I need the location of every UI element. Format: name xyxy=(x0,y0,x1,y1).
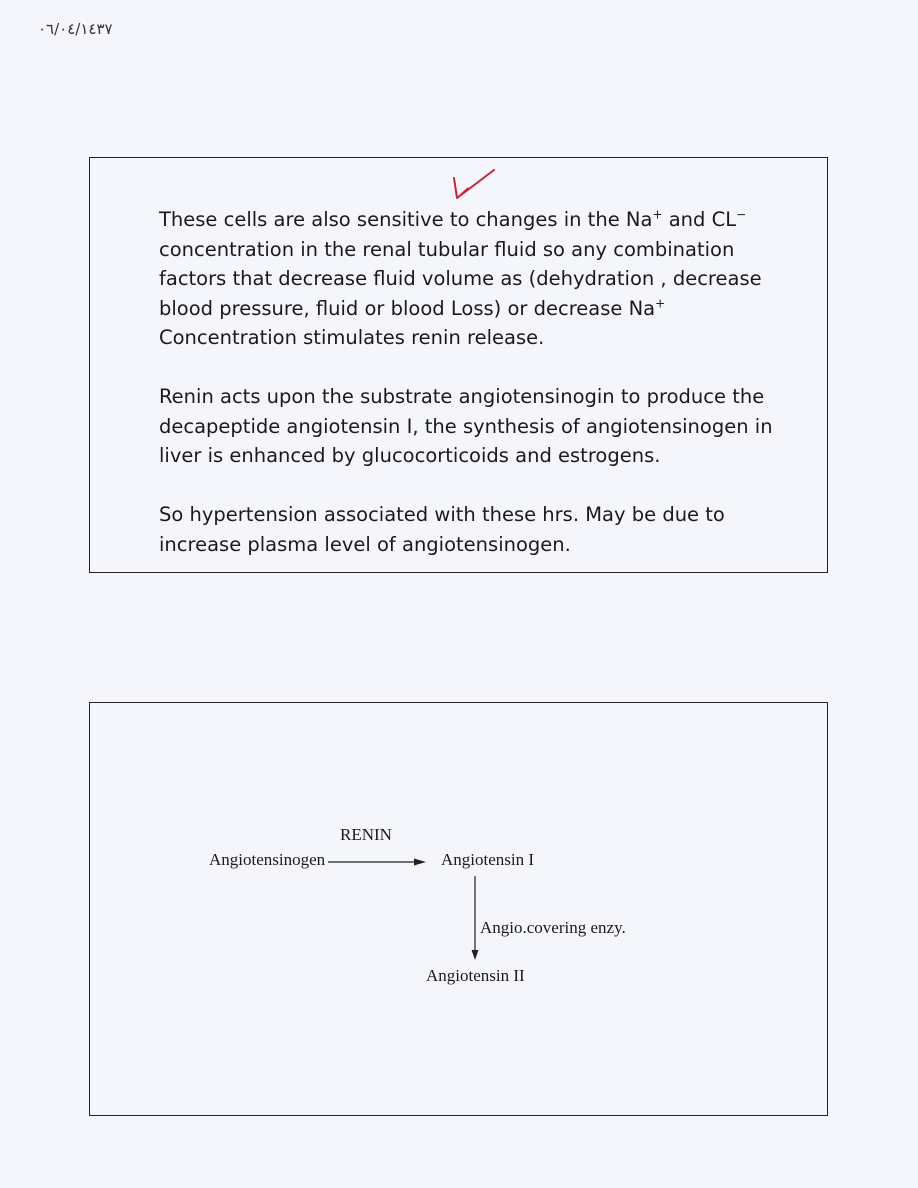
enzyme-ace-label: Angio.covering enzy. xyxy=(480,918,626,937)
slide-1-paragraph-2: Renin acts upon the substrate angiotensinogin to produce the decapeptide angiotensin I, the synthesis of angiotensinogen in liver is enhanced by glucocorticoids and estrogens. xyxy=(159,385,773,467)
enzyme-renin-label: RENIN xyxy=(340,825,392,844)
angiotensin-1-label: Angiotensin I xyxy=(441,850,535,869)
p1-sup-c: + xyxy=(655,296,666,310)
p1-sup-b: − xyxy=(736,207,747,222)
p1-text-d: Concentration stimulates renin release. xyxy=(159,326,545,349)
p1-text-c: concentration in the renal tubular fluid so any combination factors that decrease fluid volume as (dehydration , decrease blood pressure, fluid or blood Loss) or decrease Na xyxy=(159,237,762,320)
arrow-vertical xyxy=(472,876,479,960)
p1-sup-a: + xyxy=(652,207,663,222)
p1-text-b: and CL xyxy=(662,208,737,231)
arrow-horizontal xyxy=(328,859,426,866)
slide-1-paragraph-3: So hypertension associated with these hrs. May be due to increase plasma level of angiotensinogen. xyxy=(159,503,725,556)
page-date: ٠٦/٠٤/١٤٣٧ xyxy=(38,20,113,38)
p1-text-a: These cells are also sensitive to changes in the Na xyxy=(159,208,653,231)
angiotensin-2-label: Angiotensin II xyxy=(426,966,525,985)
substrate-label: Angiotensinogen xyxy=(209,850,326,869)
